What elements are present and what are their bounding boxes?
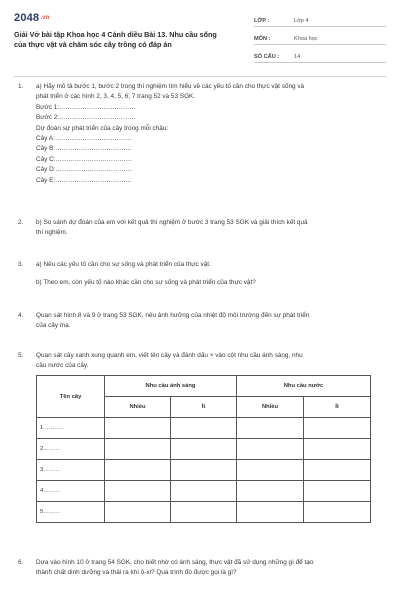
- answer-line: Bước 1:………………………………: [36, 103, 136, 111]
- answer-cell[interactable]: [171, 460, 237, 481]
- meta-key: SỐ CÂU :: [254, 54, 280, 60]
- table-row: [37, 439, 371, 460]
- answer-cell[interactable]: [237, 502, 304, 523]
- question-1: [18, 82, 380, 186]
- question-text: phát triển ở các hình 2, 3, 4, 5, 6, 7 trang 52 và 53 SGK.: [36, 93, 196, 101]
- meta-key: MÔN :: [254, 36, 271, 42]
- meta-row-count: [254, 48, 386, 63]
- col-light-need: Nhu cầu ánh sáng: [105, 376, 237, 397]
- answer-line: Cây D:………………………………: [36, 166, 133, 174]
- table-row: [37, 502, 371, 523]
- answer-line: Cây E:………………………………: [36, 176, 132, 184]
- question-text: a) Hãy mô tả bước 1, bước 2 trong thí nghiệm tìm hiểu về các yếu tố cần cho thực vật sống và: [36, 83, 305, 90]
- question-6: [18, 558, 380, 579]
- question-text: cầu nước của cây.: [36, 362, 89, 370]
- plant-needs-table: [36, 375, 371, 523]
- question-text: b) Theo em, còn yếu tố nào khác cần cho sự sống và phát triển của thực vật?: [36, 279, 256, 287]
- logo-main: 2048: [14, 12, 40, 24]
- question-number: 6.: [18, 559, 24, 566]
- plant-name-cell[interactable]: 4………: [37, 481, 105, 502]
- answer-line: Bước 2:………………………………: [36, 114, 136, 122]
- question-number: 2.: [18, 219, 24, 226]
- answer-cell[interactable]: [304, 502, 371, 523]
- answer-line: Cây B:………………………………: [36, 145, 132, 153]
- col-water-less: Ít: [304, 397, 371, 418]
- answer-cell[interactable]: [105, 418, 171, 439]
- header: [14, 12, 386, 72]
- document-title: [14, 30, 244, 50]
- answer-cell[interactable]: [304, 418, 371, 439]
- answer-cell[interactable]: [105, 502, 171, 523]
- plant-name-cell[interactable]: 2………: [37, 439, 105, 460]
- table-header-row: [37, 376, 371, 397]
- col-light-less: Ít: [171, 397, 237, 418]
- answer-cell[interactable]: [304, 439, 371, 460]
- answer-cell[interactable]: [105, 460, 171, 481]
- question-text: Dựa vào hình 10 ở trang 54 SGK, cho biết nhờ có ánh sáng, thực vật đã sử dụng những gì để tạo: [36, 559, 314, 566]
- question-text: b) So sánh dự đoán của em với kết quả thí nghiệm ở bước 3 trang 53 SGK và giải thích kết quả: [36, 219, 308, 226]
- answer-cell[interactable]: [171, 439, 237, 460]
- question-3: [18, 260, 380, 289]
- question-text: thí nghiệm.: [36, 229, 68, 237]
- meta-row-subject: [254, 30, 386, 45]
- meta-value: Khoa học: [294, 36, 318, 42]
- answer-cell[interactable]: [237, 418, 304, 439]
- answer-cell[interactable]: [304, 460, 371, 481]
- plant-name-cell[interactable]: 5………: [37, 502, 105, 523]
- meta-value: 14: [294, 54, 301, 60]
- answer-line: Cây C:………………………………: [36, 155, 133, 163]
- logo-sub: .vn: [40, 15, 50, 22]
- question-number: 5.: [18, 352, 24, 359]
- answer-cell[interactable]: [171, 481, 237, 502]
- meta-key: LỚP :: [254, 18, 270, 24]
- question-text: a) Nêu các yếu tố cần cho sự sống và phát triển của thực vật.: [36, 261, 211, 268]
- answer-cell[interactable]: [237, 481, 304, 502]
- question-text: Quan sát hình 8 và 9 ở trang 53 SGK, nêu ảnh hưởng của nhiệt độ môi trường đến sự phát triển: [36, 312, 310, 319]
- meta-row-class: [254, 12, 386, 27]
- answer-cell[interactable]: [237, 460, 304, 481]
- header-divider: [14, 76, 386, 77]
- meta-box: [254, 12, 386, 66]
- title-line: Giải Vở bài tập Khoa học 4 Cánh diều Bài 13. Nhu cầu sống: [14, 30, 217, 39]
- answer-cell[interactable]: [105, 439, 171, 460]
- plant-name-cell[interactable]: 1. ………: [37, 418, 105, 439]
- question-number: 3.: [18, 261, 24, 268]
- table-row: [37, 481, 371, 502]
- col-water-need: Nhu cầu nước: [237, 376, 371, 397]
- table-row: [37, 460, 371, 481]
- table-row: [37, 418, 371, 439]
- question-number: 4.: [18, 312, 24, 319]
- answer-cell[interactable]: [304, 481, 371, 502]
- col-plant-name: Tên cây: [37, 376, 105, 418]
- col-light-more: Nhiều: [105, 397, 171, 418]
- question-text: Dự đoán sự phát triển của cây trong mỗi chậu:: [36, 124, 169, 132]
- answer-line: Cây A:………………………………: [36, 135, 132, 143]
- answer-cell[interactable]: [171, 502, 237, 523]
- question-4: [18, 311, 380, 332]
- question-5: [18, 351, 380, 372]
- question-number: 1.: [18, 83, 24, 90]
- answer-cell[interactable]: [105, 481, 171, 502]
- plant-name-cell[interactable]: 3………: [37, 460, 105, 481]
- site-logo[interactable]: [14, 12, 50, 24]
- question-text: thành chất dinh dưỡng và thải ra khí ô-xi? Quá trình đó được gọi là gì?: [36, 569, 237, 577]
- question-text: Quan sát cây xanh xung quanh em, viết tên cây và đánh dấu × vào cột nhu cầu ánh sáng, nhu: [36, 352, 303, 359]
- col-water-more: Nhiều: [237, 397, 304, 418]
- answer-cell[interactable]: [237, 439, 304, 460]
- meta-value: Lớp 4: [294, 18, 309, 24]
- title-line: của thực vật và chăm sóc cây trồng có đáp án: [14, 40, 172, 49]
- question-2: [18, 218, 380, 239]
- answer-cell[interactable]: [171, 418, 237, 439]
- question-text: của cây mạ.: [36, 322, 71, 330]
